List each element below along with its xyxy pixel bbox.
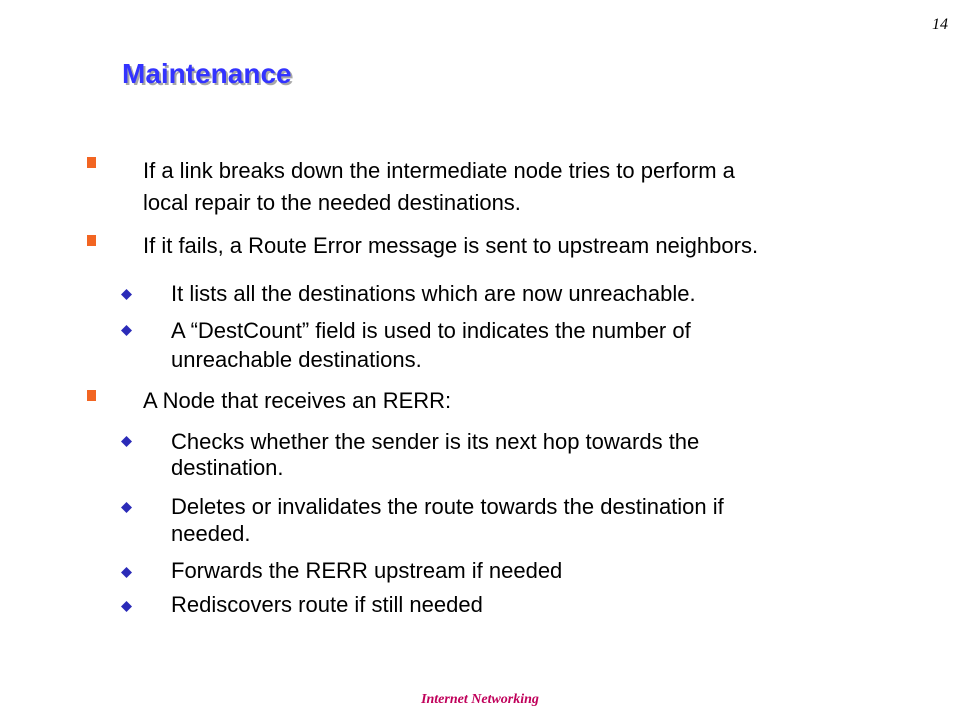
bullet-1-line-1: If a link breaks down the intermediate node tries to perform a: [143, 158, 735, 183]
bullet-3-sub-2-line-2: needed.: [171, 521, 251, 546]
bullet-2-sub-1: It lists all the destinations which are now unreachable.: [171, 281, 696, 306]
bullet-2-line-1: If it fails, a Route Error message is sent to upstream neighbors.: [143, 233, 759, 258]
blue-diamond-bullet-icon: [121, 502, 131, 512]
orange-square-bullet-icon: [87, 157, 96, 168]
slide-title: Maintenance: [122, 58, 292, 89]
bullet-3-sub-1-line-1: Checks whether the sender is its next hop towards the: [171, 429, 700, 454]
bullet-1-line-2: local repair to the needed destinations.: [143, 190, 521, 215]
blue-diamond-bullet-icon: [121, 567, 131, 577]
page-number: 14: [932, 16, 948, 33]
orange-square-bullet-icon: [87, 390, 96, 401]
bullet-3-sub-4: Rediscovers route if still needed: [171, 592, 483, 617]
bullet-3-line-1: A Node that receives an RERR:: [143, 388, 452, 413]
footer-text: Internet Networking: [421, 692, 539, 707]
blue-diamond-bullet-icon: [121, 325, 131, 335]
blue-diamond-bullet-icon: [121, 436, 131, 446]
orange-square-bullet-icon: [87, 235, 96, 246]
bullet-3-sub-2-line-1: Deletes or invalidates the route towards the destination if: [171, 494, 724, 519]
bullet-2-sub-2-line-1: A “DestCount” field is used to indicates the number of: [171, 318, 691, 343]
bullet-3-sub-3: Forwards the RERR upstream if needed: [171, 558, 563, 583]
bullet-3-sub-1-line-2: destination.: [171, 455, 284, 480]
blue-diamond-bullet-icon: [121, 601, 131, 611]
bullet-2-sub-2-line-2: unreachable destinations.: [171, 347, 422, 372]
blue-diamond-bullet-icon: [121, 289, 131, 299]
